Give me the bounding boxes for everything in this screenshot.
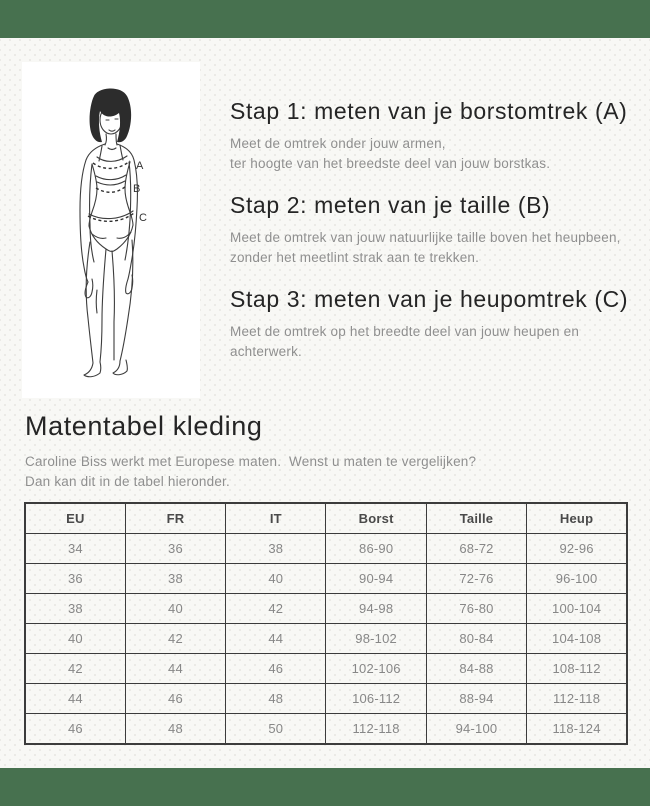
measurement-figure-card xyxy=(22,62,200,398)
step-block xyxy=(230,96,636,174)
step-description-line: ter hoogte van het breedste deel van jouw borstkas. xyxy=(230,156,551,171)
step-title: Stap 3: meten van je heupomtrek (C) xyxy=(230,286,629,312)
table-row xyxy=(25,624,627,654)
step-description xyxy=(230,134,636,174)
step-title: Stap 2: meten van je taille (B) xyxy=(230,192,551,218)
section-title: Matentabel kleding xyxy=(25,411,263,441)
table-cell: 106-112 xyxy=(326,684,426,714)
size-table-header-row xyxy=(25,503,627,534)
table-cell: 112-118 xyxy=(527,684,627,714)
table-cell: 44 xyxy=(25,684,125,714)
table-cell: 92-96 xyxy=(527,534,627,564)
table-cell: 36 xyxy=(125,534,225,564)
table-row xyxy=(25,654,627,684)
table-cell: 90-94 xyxy=(326,564,426,594)
section-intro-line: Dan kan dit in de tabel hieronder. xyxy=(25,474,230,489)
table-cell: 84-88 xyxy=(426,654,526,684)
table-cell: 94-100 xyxy=(426,714,526,745)
table-cell: 104-108 xyxy=(527,624,627,654)
table-cell: 96-100 xyxy=(527,564,627,594)
measurement-label-c: C xyxy=(139,212,147,224)
table-cell: 88-94 xyxy=(426,684,526,714)
table-cell: 40 xyxy=(226,564,326,594)
table-header-cell: Borst xyxy=(326,503,426,534)
measurement-label-b: B xyxy=(133,183,141,195)
footer-bar xyxy=(0,768,650,806)
table-cell: 94-98 xyxy=(326,594,426,624)
table-cell: 40 xyxy=(25,624,125,654)
table-cell: 98-102 xyxy=(326,624,426,654)
table-cell: 42 xyxy=(226,594,326,624)
table-cell: 100-104 xyxy=(527,594,627,624)
table-row xyxy=(25,684,627,714)
size-table-body xyxy=(25,534,627,745)
table-cell: 80-84 xyxy=(426,624,526,654)
steps-column xyxy=(230,62,636,378)
step-title: Stap 1: meten van je borstomtrek (A) xyxy=(230,98,628,124)
waist-measure-line xyxy=(96,186,126,192)
table-row xyxy=(25,534,627,564)
size-table-section xyxy=(25,408,625,492)
measurement-label-a: A xyxy=(136,160,144,172)
table-cell: 46 xyxy=(125,684,225,714)
section-intro-line: Caroline Biss werkt met Europese maten. Wenst u maten te vergelijken? xyxy=(25,454,477,469)
table-header-cell: Heup xyxy=(527,503,627,534)
table-cell: 46 xyxy=(226,654,326,684)
measurement-figure-illustration xyxy=(22,62,200,398)
step-description-line: Meet de omtrek onder jouw armen, xyxy=(230,136,446,151)
table-row xyxy=(25,594,627,624)
table-cell: 36 xyxy=(25,564,125,594)
bust-measure-line xyxy=(93,161,130,168)
table-cell: 38 xyxy=(25,594,125,624)
table-cell: 44 xyxy=(125,654,225,684)
table-cell: 40 xyxy=(125,594,225,624)
table-cell: 72-76 xyxy=(426,564,526,594)
size-table xyxy=(24,502,628,745)
section-intro xyxy=(25,452,625,492)
table-cell: 102-106 xyxy=(326,654,426,684)
table-cell: 46 xyxy=(25,714,125,745)
table-row xyxy=(25,564,627,594)
table-cell: 42 xyxy=(125,624,225,654)
table-cell: 118-124 xyxy=(527,714,627,745)
step-description-line: Meet de omtrek op het breedte deel van jouw heupen en achterwerk. xyxy=(230,324,580,359)
step-block xyxy=(230,190,636,268)
table-header-cell: IT xyxy=(226,503,326,534)
table-cell: 108-112 xyxy=(527,654,627,684)
table-cell: 34 xyxy=(25,534,125,564)
table-cell: 42 xyxy=(25,654,125,684)
step-description-line: zonder het meetlint strak aan te trekken. xyxy=(230,250,480,265)
table-header-cell: EU xyxy=(25,503,125,534)
table-header-cell: FR xyxy=(125,503,225,534)
table-cell: 86-90 xyxy=(326,534,426,564)
table-cell: 44 xyxy=(226,624,326,654)
table-cell: 38 xyxy=(125,564,225,594)
table-cell: 112-118 xyxy=(326,714,426,745)
table-cell: 50 xyxy=(226,714,326,745)
step-description-line: Meet de omtrek van jouw natuurlijke taille boven het heupbeen, xyxy=(230,230,621,245)
step-block xyxy=(230,284,636,362)
step-description xyxy=(230,228,636,268)
table-cell: 48 xyxy=(226,684,326,714)
table-header-cell: Taille xyxy=(426,503,526,534)
step-description xyxy=(230,322,636,362)
table-cell: 38 xyxy=(226,534,326,564)
table-cell: 68-72 xyxy=(426,534,526,564)
table-cell: 76-80 xyxy=(426,594,526,624)
table-cell: 48 xyxy=(125,714,225,745)
table-row xyxy=(25,714,627,745)
header-bar xyxy=(0,0,650,38)
